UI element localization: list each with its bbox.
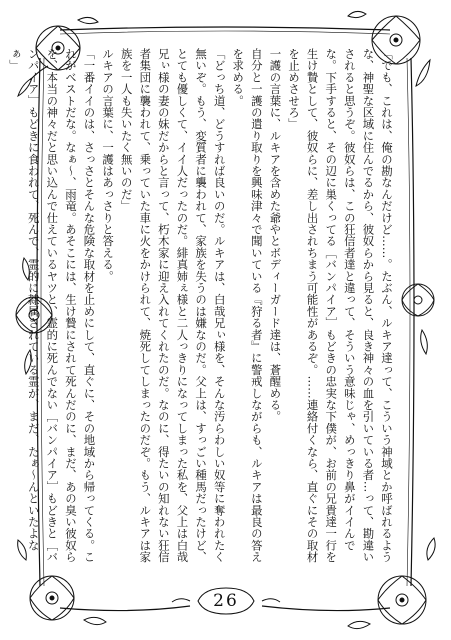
page-number: 26: [213, 591, 239, 611]
paragraph: 「でも、これは、俺の勘なんだけど……。たぶん、ルキア達って、こういう神域とか呼ばれるような、神聖な区域に住んでるから、彼奴らから見ると、良き神々の血を引いている者…って、勘違いされると思うぞ。彼奴らは、この狂信者達と違って、そういう意味じゃ、めっきり鼻がイイんでな。下手すると、その辺に巣くってる［バンパイア］もどきの忠実な下僕が、お前の兄貴達一行を生け贄として、彼奴らに、差し出されちまう可能性があるぞ。……連絡付くなら、直ぐにその取材を止めさせろ」: [287, 48, 394, 563]
paragraph: ルキアの言葉に、一護はあっさりと答える。: [101, 48, 116, 282]
novel-text-body: [8, 48, 396, 568]
paragraph: 「どっち道、どうすれば良いのだ。ルキアは、白哉兄ぃ様を、そんな汚らわしい奴等に奪われたく無いぞ。もう、変質者に襲われて、家族を失うのは嫌なのだ。父上は、すっごい種馬だったけど、とても優しくて、イイ人だったのだ。緋真姉ぇ様と二人っきりになってしまった私を、父上は白哉兄ぃ様の妻の妹だからと言って、朽木家に迎え入れてくれたのだ。なのに、得たいの知れない狂信者集団に襲われて、乗っていた車に火をかけられて、焼死してしまったのだぞ。もう、ルキアは家族を一人も失いたく無いのだ」: [119, 48, 227, 563]
paragraph: 一護の言葉に、ルキアを含めた爺やとボディーガード達は、蒼醒める。: [268, 48, 283, 423]
paragraph: 自分と一護の遣り取りを興味津々で聞いている『狩る者』に警戒しながらも、ルキアは最良の答えを求める。: [231, 48, 264, 563]
paragraph: 「一番イイのは、さっさとそんな危険な取材を止めにして、直ぐに、その地域から帰ってくる。これがベストだな。なぁ～、雨竜。あそこには、生け贄にされて死んだのに、まだ、あの臭い彼奴らを、本当の神々だと思い込んで仕えているヤツと、霊的に死んでない［バンパイア］もどきと［バンパイア］もどきに食われて、死んで、霊的に隷属されている霊が、まだ、たぁ～んといたよなぁ」: [8, 48, 97, 563]
flower-ornament-right-middle: [402, 284, 434, 354]
